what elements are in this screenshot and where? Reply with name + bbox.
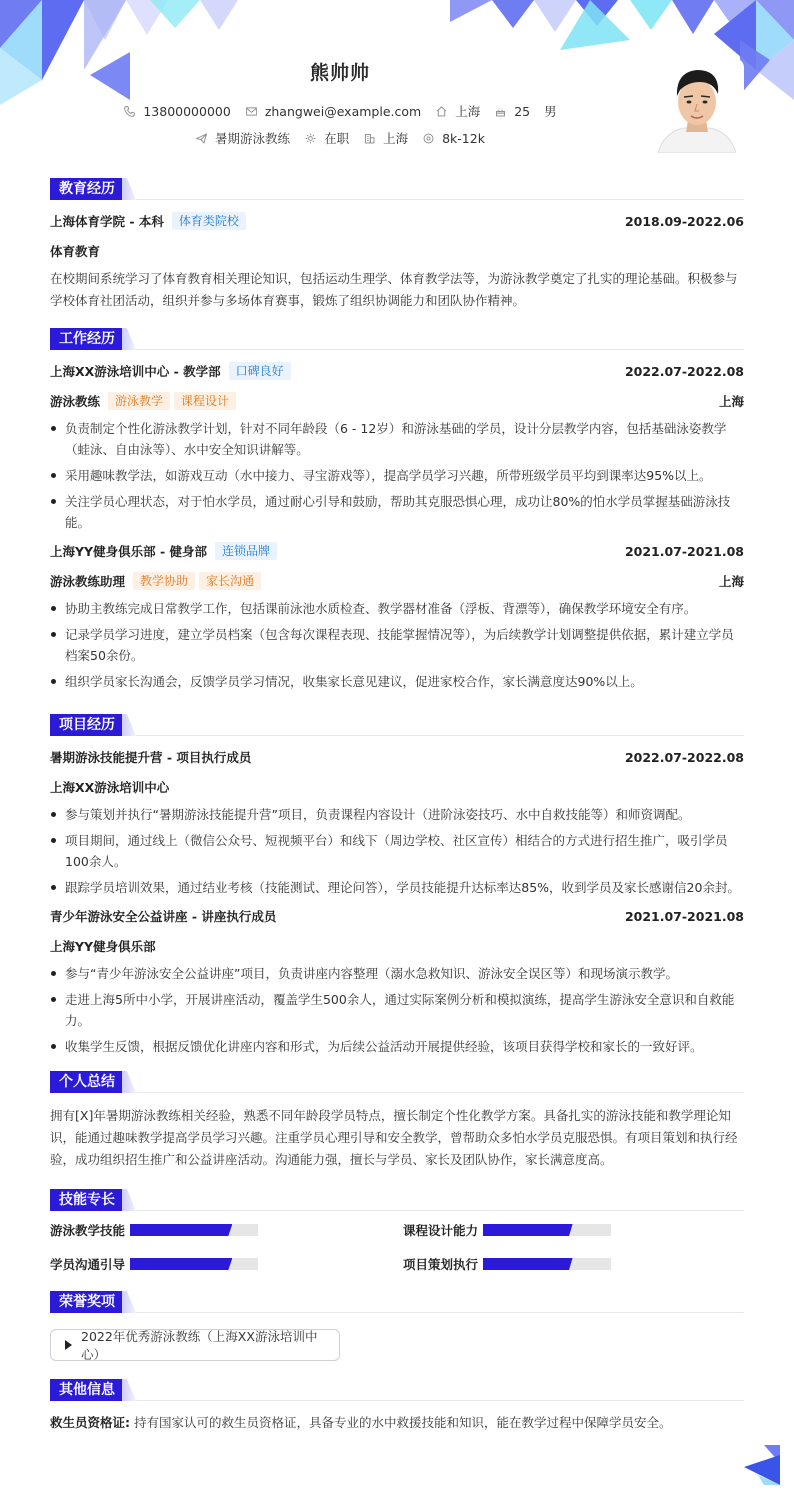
contact-row: [0, 102, 680, 120]
candidate-name: 熊帅帅: [309, 62, 370, 84]
status-text: 在职: [324, 131, 350, 146]
project-section: [50, 714, 744, 1057]
project-bullets: [50, 804, 744, 898]
skill-label: 课程设计能力: [403, 1223, 479, 1238]
project-name: 青少年游泳安全公益讲座 - 讲座执行成员: [50, 909, 277, 924]
other-header: [50, 1379, 744, 1401]
list-item: 负责制定个性化游泳教学计划，针对不同年龄段（6 - 12岁）和游泳基础的学员，设计分层教学内容，包括基础泳姿教学（蛙泳、自由泳等）、水中安全知识讲解等。: [50, 418, 744, 460]
section-title-tail: [122, 1291, 136, 1313]
section-title: 其他信息: [50, 1379, 124, 1401]
salary-text: 8k-12k: [442, 130, 485, 146]
gender-text: 男: [544, 104, 557, 119]
list-item: 项目期间，通过线上（微信公众号、短视频平台）和线下（周边学校、社区宣传）相结合的方式进行招生推广，吸引学员100余人。: [50, 830, 744, 872]
job-target-text: 暑期游泳教练: [215, 131, 291, 146]
avatar: [650, 58, 744, 153]
location-item: [435, 102, 480, 120]
section-title-tail: [122, 1379, 136, 1401]
award-item[interactable]: [50, 1329, 340, 1361]
role-tag: 游泳教学: [108, 392, 170, 410]
major: 体育教育: [50, 244, 101, 259]
age-item: [494, 104, 530, 119]
other-label: 救生员资格证:: [50, 1415, 130, 1430]
work-header: [50, 328, 744, 350]
list-item: 走进上海5所中小学，开展讲座活动，覆盖学生500余人，通过实际案例分析和模拟演练，提高学生游泳安全意识和自救能力。: [50, 989, 744, 1031]
company-tag: 连锁品牌: [215, 542, 277, 560]
skill-label: 项目策划执行: [403, 1257, 479, 1272]
avatar-portrait: [650, 58, 744, 153]
summary-text: 拥有[X]年暑期游泳教练相关经验，熟悉不同年龄段学员特点，擅长制定个性化教学方案。具备扎实的游泳技能和教学理论知识，能通过趣味教学提高学员学习兴趣。注重学员心理引导和安全教学，曾帮助众多怕水学员克服恐惧。有项目策划和执行经验，成功组织招生推广和公益讲座活动。沟通能力强，擅长与学员、家长及团队协作，家长满意度高。: [50, 1108, 738, 1167]
role-name: 游泳教练: [50, 394, 101, 409]
skill-bar: [483, 1224, 611, 1236]
work-bullets: [50, 598, 744, 692]
resume-content: [50, 178, 744, 1431]
list-item: 关注学员心理状态，对于怕水学员，通过耐心引导和鼓励，帮助其克服恐惧心理，成功让80%的怕水学员掌握基础游泳技能。: [50, 491, 744, 533]
section-title: 教育经历: [50, 178, 124, 200]
section-title: 技能专长: [50, 1189, 124, 1211]
gear-icon: [304, 132, 317, 145]
awards-header: [50, 1291, 744, 1313]
work-company-row: [50, 362, 744, 380]
education-desc: 在校期间系统学习了体育教育相关理论知识，包括运动生理学、体育教学法等，为游泳教学奠定了扎实的理论基础。积极参与学校体育社团活动，组织并参与多场体育赛事，锻炼了组织协调能力和团队协作精神。: [50, 271, 738, 308]
list-item: 收集学生反馈，根据反馈优化讲座内容和形式，为后续公益活动开展提供经验，该项目获得学校和家长的一致好评。: [50, 1036, 744, 1057]
school-tag: 体育类院校: [172, 212, 246, 230]
salary-item: [422, 131, 485, 146]
school-name: 上海体育学院 - 本科: [50, 214, 164, 229]
company-tag: 口碑良好: [229, 362, 291, 380]
work-bullets: [50, 418, 744, 533]
award-text: 2022年优秀游泳教练（上海XX游泳培训中心）: [81, 1329, 318, 1362]
section-title: 工作经历: [50, 328, 124, 350]
project-period: 2022.07-2022.08: [624, 749, 744, 765]
work-company-row: [50, 542, 744, 560]
list-item: 跟踪学员培训效果，通过结业考核（技能测试、理论问答），学员技能提升达标率达85%，收到学员及家长感谢信20余封。: [50, 877, 744, 898]
city-item: [363, 129, 408, 147]
job-item: [195, 129, 290, 147]
phone-icon: [123, 105, 136, 118]
email-text: zhangwei@example.com: [264, 103, 422, 119]
coin-icon: [422, 132, 435, 145]
list-item: 协助主教练完成日常教学工作，包括课前泳池水质检查、教学器材准备（浮板、背漂等），确保教学环境安全有序。: [50, 598, 744, 619]
building-icon: [363, 132, 376, 145]
project-org: 上海XX游泳培训中心: [50, 780, 170, 795]
education-header: [50, 178, 744, 200]
project-name-row: [50, 907, 744, 925]
email-item: [245, 104, 421, 119]
section-title-tail: [122, 714, 136, 736]
other-section: [50, 1379, 744, 1431]
section-title-tail: [122, 328, 136, 350]
section-title: 项目经历: [50, 714, 124, 736]
skill-item: [50, 1257, 403, 1271]
phone-item: [123, 104, 230, 119]
send-icon: [195, 132, 208, 145]
list-item: 参与“青少年游泳安全公益讲座”项目，负责讲座内容整理（溺水急救知识、游泳安全误区等）和现场演示教学。: [50, 963, 744, 984]
role-tag: 教学协助: [133, 572, 195, 590]
skill-fill: [483, 1224, 573, 1236]
skill-bar: [130, 1258, 258, 1270]
phone-text: 13800000000: [143, 103, 231, 119]
skill-fill: [130, 1258, 232, 1270]
list-item: 组织学员家长沟通会，反馈学员学习情况，收集家长意见建议，促进家校合作，家长满意度达90%以上。: [50, 671, 744, 692]
work-city: 上海: [718, 394, 744, 409]
project-item: [50, 748, 744, 898]
section-title-tail: [122, 1189, 136, 1211]
role-name: 游泳教练助理: [50, 574, 126, 589]
skill-item: [50, 1223, 403, 1237]
section-title: 荣誉奖项: [50, 1291, 124, 1313]
skill-bar: [130, 1224, 258, 1236]
home-icon: [435, 105, 448, 118]
work-role-row: [50, 392, 744, 410]
work-section: [50, 328, 744, 692]
section-title: 个人总结: [50, 1071, 124, 1093]
summary-header: [50, 1071, 744, 1093]
project-org: 上海YY健身俱乐部: [50, 939, 156, 954]
work-item: [50, 542, 744, 692]
cake-icon: [494, 105, 507, 118]
skill-bar: [483, 1258, 611, 1270]
work-city: 上海: [718, 574, 744, 589]
list-item: 参与策划并执行“暑期游泳技能提升营”项目，负责课程内容设计（进阶泳姿技巧、水中自救技能等）和师资调配。: [50, 804, 744, 825]
list-item: 记录学员学习进度，建立学员档案（包含每次课程表现、技能掌握情况等），为后续教学计划调整提供依据，累计建立学员档案50余份。: [50, 624, 744, 666]
education-section: [50, 178, 744, 312]
project-period: 2021.07-2021.08: [624, 908, 744, 924]
work-item: [50, 362, 744, 533]
work-period: 2021.07-2021.08: [624, 543, 744, 559]
summary-section: [50, 1071, 744, 1171]
triangle-right-icon: [65, 1340, 72, 1350]
skill-item: [403, 1257, 744, 1271]
skill-label: 学员沟通引导: [50, 1257, 126, 1272]
skill-item: [403, 1223, 744, 1237]
company-name: 上海YY健身俱乐部 - 健身部: [50, 544, 207, 559]
mail-icon: [245, 105, 258, 118]
section-title-tail: [122, 178, 136, 200]
skills-section: [50, 1189, 744, 1271]
status-item: [304, 129, 349, 147]
list-item: 采用趣味教学法，如游戏互动（水中接力、寻宝游戏等），提高学员学习兴趣，所带班级学员平均到课率达95%以上。: [50, 465, 744, 486]
project-name-row: [50, 748, 744, 766]
other-info: [50, 1413, 744, 1431]
work-period: 2022.07-2022.08: [624, 363, 744, 379]
project-name: 暑期游泳技能提升营 - 项目执行成员: [50, 750, 252, 765]
project-bullets: [50, 963, 744, 1057]
work-role-row: [50, 572, 744, 590]
skills-header: [50, 1189, 744, 1211]
age-text: 25: [514, 103, 531, 119]
target-city-text: 上海: [383, 131, 409, 146]
location-text: 上海: [455, 104, 481, 119]
corner-decoration: [744, 1445, 780, 1485]
project-item: [50, 907, 744, 1057]
awards-section: [50, 1291, 744, 1361]
skill-fill: [130, 1224, 232, 1236]
role-tag: 家长沟通: [199, 572, 261, 590]
project-header: [50, 714, 744, 736]
education-row: [50, 212, 744, 230]
other-text: 持有国家认可的救生员资格证，具备专业的水中救援技能和知识，能在教学过程中保障学员安全。: [133, 1415, 672, 1430]
company-name: 上海XX游泳培训中心 - 教学部: [50, 364, 221, 379]
section-title-tail: [122, 1071, 136, 1093]
skills-grid: [50, 1223, 744, 1271]
education-period: 2018.09-2022.06: [624, 213, 744, 229]
skill-fill: [483, 1258, 573, 1270]
skill-label: 游泳教学技能: [50, 1223, 126, 1238]
role-tag: 课程设计: [174, 392, 236, 410]
intention-row: [0, 129, 680, 147]
gender-item: [544, 102, 557, 120]
